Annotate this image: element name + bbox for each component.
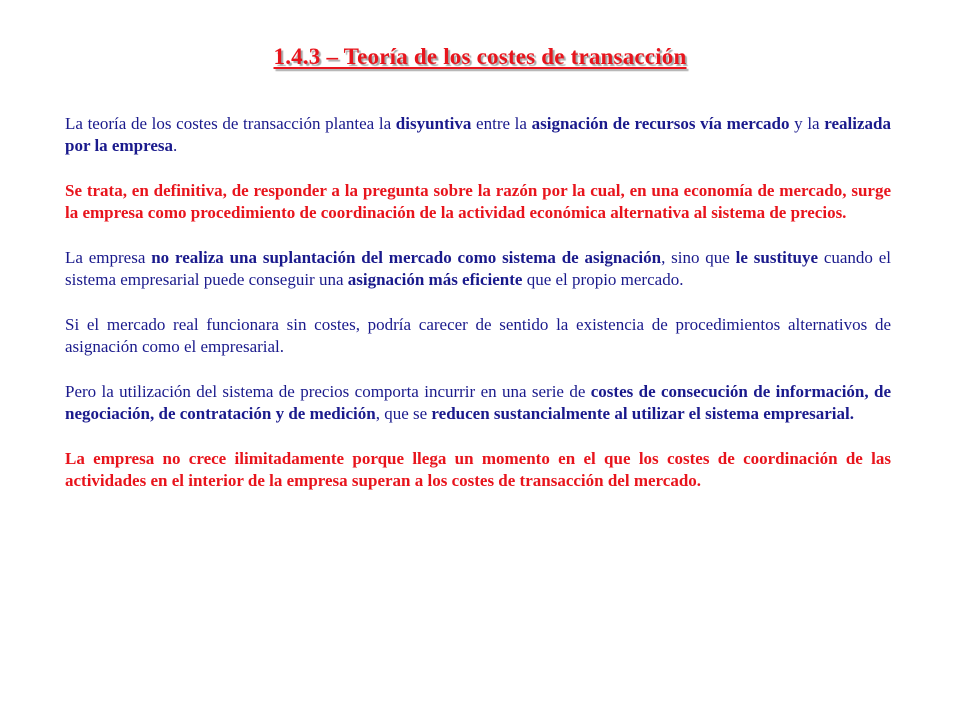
paragraph-price-system-costs — [65, 381, 891, 425]
text-run: La empresa — [65, 248, 152, 267]
emphasis-market-allocation: asignación de recursos vía mercado — [531, 114, 790, 133]
emphasis-efficient-allocation: asignación más eficiente — [347, 270, 523, 289]
paragraph-firm-substitution — [65, 247, 891, 291]
text-run: Pero la utilización del sistema de precios comporta incurrir en una serie de — [65, 382, 591, 401]
text-run: . — [172, 136, 178, 155]
paragraph-growth-limit-red: La empresa no crece ilimitadamente porque llega un momento en el que los costes de coordinación de las actividades en el interior de la empresa superan a los costes de transacción del mercado. — [65, 449, 891, 490]
text-run: entre la — [471, 114, 532, 133]
text-run: y la — [789, 114, 825, 133]
slide-body — [65, 113, 891, 515]
text-run: que el propio mercado. — [522, 270, 684, 289]
text-run: , sino que — [661, 248, 736, 267]
emphasis-cost-types: costes de consecución de información, de negociación, de contratación y de medición — [65, 382, 891, 423]
paragraph-question-red: Se trata, en definitiva, de responder a la pregunta sobre la razón por la cual, en una economía de mercado, surge la empresa como procedimiento de coordinación de la actividad económica alternativa al sistema de precios. — [65, 181, 891, 222]
text-run: , que se — [375, 404, 432, 423]
paragraph-transaction-theory — [65, 113, 891, 157]
emphasis-no-supplant: no realiza una suplantación del mercado como sistema de asignación — [151, 248, 662, 267]
paragraph-costless-market: Si el mercado real funcionara sin costes, podría carecer de sentido la existencia de procedimientos alternativos de asignación como el empresarial. — [65, 315, 891, 356]
text-run: cuando el sistema empresarial puede conseguir una — [65, 248, 892, 289]
emphasis-firm-allocation: realizada por la empresa — [65, 114, 891, 155]
text-run: La teoría de los costes de transacción plantea la — [65, 114, 396, 133]
emphasis-substitutes: le sustituye — [735, 248, 818, 267]
emphasis-disyuntiva: disyuntiva — [395, 114, 472, 133]
slide-title: 1.4.3 – Teoría de los costes de transacción — [273, 44, 687, 69]
emphasis-cost-reduction: reducen sustancialmente al utilizar el sistema empresarial. — [431, 404, 855, 423]
